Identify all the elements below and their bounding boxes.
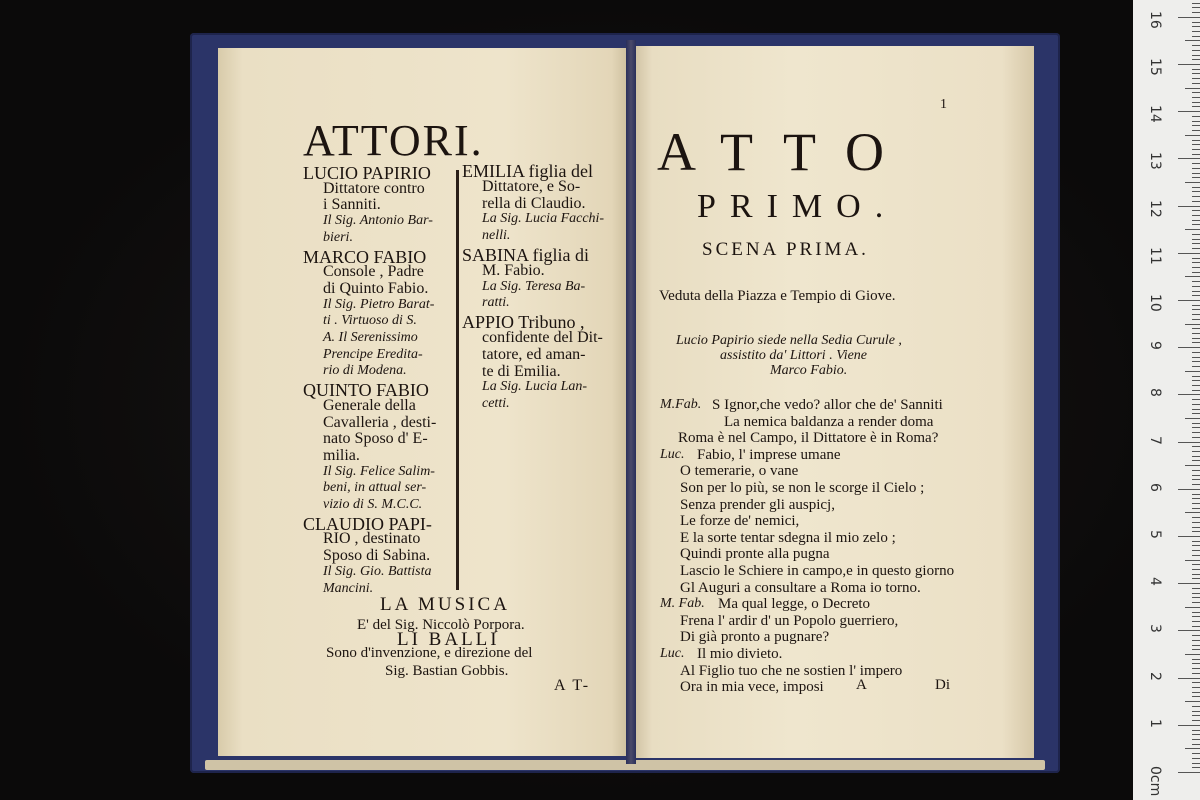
ruler-tick bbox=[1192, 342, 1200, 343]
dialogue-line: Di già pronto a pugnare? bbox=[680, 629, 830, 646]
dialogue-line: Son per lo più, se non le scorge il Cielo ; bbox=[680, 480, 925, 496]
ruler-tick bbox=[1192, 7, 1200, 8]
balli-text-2: Sig. Bastian Gobbis. bbox=[385, 663, 509, 679]
dialogue-line: Frena l' ardir d' un Popolo guerriero, bbox=[680, 612, 899, 629]
cast-line: Generale della bbox=[323, 396, 416, 414]
ruler-tick bbox=[1192, 706, 1200, 707]
ruler-tick bbox=[1192, 446, 1200, 447]
speaker-label: M. Fab. bbox=[660, 596, 705, 612]
dialogue-line: Lascio le Schiere in campo,e in questo giorno bbox=[680, 563, 955, 579]
ruler-number: 12 bbox=[1147, 199, 1163, 218]
cast-line: rio di Modena. bbox=[323, 363, 407, 379]
dialogue-line: Senza prender gli auspicj, bbox=[680, 496, 835, 513]
dialogue-line: O temerarie, o vane bbox=[680, 463, 799, 480]
ruler-tick bbox=[1192, 239, 1200, 240]
ruler-tick bbox=[1185, 701, 1200, 702]
ruler-tick bbox=[1192, 248, 1200, 249]
ruler-tick bbox=[1192, 409, 1200, 410]
ruler-tick bbox=[1178, 300, 1200, 301]
stage-direction-1: Lucio Papirio siede nella Sedia Curule , bbox=[676, 333, 902, 348]
cast-line: La Sig. Lucia Lan- bbox=[482, 379, 588, 395]
ruler-tick bbox=[1192, 687, 1200, 688]
ruler-tick bbox=[1192, 763, 1200, 764]
ruler-tick bbox=[1192, 479, 1200, 480]
ruler-tick bbox=[1185, 607, 1200, 608]
ruler-tick bbox=[1192, 767, 1200, 768]
speaker-label: Luc. bbox=[660, 446, 685, 462]
cast-line: RIO , destinato bbox=[323, 530, 421, 548]
cast-line: nato Sposo d' E- bbox=[323, 430, 428, 448]
cast-line: QUINTO FABIO bbox=[303, 380, 429, 401]
cast-line: La Sig. Teresa Ba- bbox=[482, 278, 586, 294]
ruler-tick bbox=[1192, 640, 1200, 641]
ruler-tick bbox=[1192, 140, 1200, 141]
ruler-number: 4 bbox=[1147, 577, 1163, 587]
ruler-tick bbox=[1192, 484, 1200, 485]
ruler-tick bbox=[1192, 215, 1200, 216]
ruler-tick bbox=[1192, 663, 1200, 664]
ruler-tick bbox=[1192, 295, 1200, 296]
ruler-tick bbox=[1192, 149, 1200, 150]
ruler-tick bbox=[1192, 163, 1200, 164]
ruler-tick bbox=[1192, 22, 1200, 23]
column-divider bbox=[456, 170, 459, 590]
ruler-tick bbox=[1192, 333, 1200, 334]
ruler-tick bbox=[1185, 560, 1200, 561]
ruler-tick bbox=[1178, 678, 1200, 679]
ruler-tick bbox=[1185, 182, 1200, 183]
ruler-tick bbox=[1192, 715, 1200, 716]
cast-line: confidente del Dit- bbox=[482, 329, 603, 346]
ruler-tick bbox=[1192, 498, 1200, 499]
balli-heading: LI BALLI bbox=[397, 629, 500, 650]
ruler-tick bbox=[1185, 748, 1200, 749]
musica-text: E' del Sig. Niccolò Porpora. bbox=[357, 617, 525, 633]
ruler-tick bbox=[1192, 130, 1200, 131]
ruler-tick bbox=[1178, 253, 1200, 254]
cast-line: Dittatore contro bbox=[323, 179, 425, 197]
cast-line: Sposo di Sabina. bbox=[323, 547, 431, 565]
ruler-tick bbox=[1192, 385, 1200, 386]
ruler-tick bbox=[1192, 730, 1200, 731]
ruler-tick bbox=[1178, 111, 1200, 112]
ruler-tick bbox=[1192, 621, 1200, 622]
ruler-tick bbox=[1178, 394, 1200, 395]
ruler-tick bbox=[1192, 720, 1200, 721]
cast-line: milia. bbox=[323, 446, 360, 464]
stage-direction-2: assistito da' Littori . Viene bbox=[720, 348, 868, 363]
ruler-tick bbox=[1192, 432, 1200, 433]
ruler-tick bbox=[1192, 73, 1200, 74]
musica-heading: LA MUSICA bbox=[380, 594, 510, 615]
ruler-tick bbox=[1178, 347, 1200, 348]
cast-line: Il Sig. Antonio Bar- bbox=[323, 213, 433, 229]
ruler-tick bbox=[1185, 371, 1200, 372]
ruler-number: 5 bbox=[1147, 530, 1163, 539]
ruler-tick bbox=[1185, 512, 1200, 513]
ruler-number: 10 bbox=[1147, 294, 1163, 312]
cast-line: Cavalleria , desti- bbox=[323, 413, 437, 431]
cast-line: APPIO Tribuno , bbox=[462, 312, 585, 333]
right-catchword: Di bbox=[935, 677, 950, 693]
ruler-number: 8 bbox=[1147, 388, 1163, 398]
page-edges bbox=[205, 760, 1045, 770]
ruler-tick bbox=[1192, 12, 1200, 13]
ruler-tick bbox=[1192, 626, 1200, 627]
ruler-tick bbox=[1192, 319, 1200, 320]
ruler-tick bbox=[1192, 668, 1200, 669]
ruler-tick bbox=[1192, 314, 1200, 315]
ruler-tick bbox=[1192, 569, 1200, 570]
ruler-tick bbox=[1192, 258, 1200, 259]
ruler-tick bbox=[1185, 229, 1200, 230]
dialogue-line: Roma è nel Campo, il Dittatore è in Roma? bbox=[678, 430, 939, 447]
ruler-tick bbox=[1192, 550, 1200, 551]
dialogue-line: Quindi pronte alla pugna bbox=[680, 546, 830, 563]
ruler-tick bbox=[1192, 564, 1200, 565]
dialogue-line: Al Figlio tuo che ne sostien l' impero bbox=[680, 662, 903, 679]
ruler-tick bbox=[1192, 602, 1200, 603]
cast-line: Il Sig. Gio. Battista bbox=[323, 563, 432, 579]
cast-line: te di Emilia. bbox=[482, 362, 561, 380]
ruler-tick bbox=[1192, 286, 1200, 287]
ruler-tick bbox=[1192, 649, 1200, 650]
dialogue-line: Il mio divieto. bbox=[697, 646, 783, 662]
ruler-tick bbox=[1192, 187, 1200, 188]
left-catchword: A T- bbox=[554, 677, 591, 694]
ruler-tick bbox=[1192, 173, 1200, 174]
ruler-number: 13 bbox=[1147, 152, 1163, 171]
ruler-tick bbox=[1178, 583, 1200, 584]
ruler-tick bbox=[1192, 758, 1200, 759]
ruler-tick bbox=[1192, 616, 1200, 617]
ruler-tick bbox=[1192, 83, 1200, 84]
ruler-tick bbox=[1192, 744, 1200, 745]
cast-line: EMILIA figlia del bbox=[462, 161, 593, 181]
ruler-tick bbox=[1192, 541, 1200, 542]
cast-line: beni, in attual ser- bbox=[323, 480, 427, 496]
ruler-tick bbox=[1192, 413, 1200, 414]
ruler-tick bbox=[1192, 59, 1200, 60]
ruler-tick bbox=[1192, 168, 1200, 169]
ruler-tick bbox=[1192, 191, 1200, 192]
ruler-tick bbox=[1178, 17, 1200, 18]
ruler-tick bbox=[1192, 267, 1200, 268]
ruler-tick bbox=[1192, 734, 1200, 735]
ruler-tick bbox=[1192, 423, 1200, 424]
ruler-tick bbox=[1192, 201, 1200, 202]
scene-setting: Veduta della Piazza e Tempio di Giove. bbox=[659, 288, 896, 304]
cast-line: MARCO FABIO bbox=[303, 246, 427, 267]
cast-line: vizio di S. M.C.C. bbox=[323, 497, 423, 512]
ruler-tick bbox=[1178, 64, 1200, 65]
ruler-tick bbox=[1192, 234, 1200, 235]
ruler-tick bbox=[1192, 508, 1200, 509]
ruler-tick bbox=[1192, 69, 1200, 70]
ruler-tick bbox=[1192, 243, 1200, 244]
cast-line: M. Fabio. bbox=[482, 261, 545, 279]
ruler-tick bbox=[1178, 630, 1200, 631]
page-number: 1 bbox=[940, 97, 947, 112]
ruler-tick bbox=[1192, 673, 1200, 674]
cast-line: La Sig. Lucia Facchi- bbox=[482, 211, 605, 227]
ruler-tick bbox=[1192, 352, 1200, 353]
ruler-tick bbox=[1192, 272, 1200, 273]
ruler-tick bbox=[1192, 328, 1200, 329]
ruler-tick bbox=[1192, 97, 1200, 98]
ruler-tick bbox=[1192, 645, 1200, 646]
ruler-tick bbox=[1192, 659, 1200, 660]
ruler-tick bbox=[1192, 451, 1200, 452]
ruler-tick bbox=[1192, 31, 1200, 32]
ruler-number: 2 bbox=[1147, 671, 1163, 681]
cast-line: cetti. bbox=[482, 396, 510, 412]
ruler-tick bbox=[1192, 281, 1200, 282]
ruler-tick bbox=[1178, 725, 1200, 726]
dialogue-line: Ora in mia vece, imposi bbox=[680, 679, 824, 696]
measuring-ruler bbox=[1133, 0, 1200, 800]
ruler-tick bbox=[1192, 460, 1200, 461]
ruler-tick bbox=[1192, 545, 1200, 546]
ruler-tick bbox=[1192, 522, 1200, 523]
cast-line: Il Sig. Pietro Barat- bbox=[323, 296, 435, 312]
ruler-tick bbox=[1192, 224, 1200, 225]
ruler-tick bbox=[1192, 121, 1200, 122]
cast-line: ti . Virtuoso di S. bbox=[323, 313, 417, 329]
cast-line: Console , Padre bbox=[323, 263, 424, 281]
ruler-tick bbox=[1192, 612, 1200, 613]
ruler-tick bbox=[1185, 465, 1200, 466]
ruler-tick bbox=[1192, 753, 1200, 754]
dialogue-line: Gl Auguri a consultare a Roma io torno. bbox=[680, 579, 921, 596]
ruler-tick bbox=[1192, 376, 1200, 377]
ruler-tick bbox=[1178, 206, 1200, 207]
ruler-tick bbox=[1185, 135, 1200, 136]
ruler-tick bbox=[1192, 404, 1200, 405]
speaker-label: Luc. bbox=[660, 646, 685, 661]
primo-subtitle: PRIMO. bbox=[697, 188, 898, 225]
ruler-number: 1 bbox=[1147, 718, 1163, 728]
ruler-tick bbox=[1192, 593, 1200, 594]
ruler-tick bbox=[1192, 50, 1200, 51]
ruler-number: 15 bbox=[1147, 58, 1163, 76]
cast-line: Mancini. bbox=[323, 580, 374, 596]
ruler-tick bbox=[1192, 692, 1200, 693]
cast-line: LUCIO PAPIRIO bbox=[303, 163, 431, 183]
scene-heading: SCENA PRIMA. bbox=[702, 239, 869, 260]
cast-line: i Sanniti. bbox=[323, 196, 381, 214]
ruler-tick bbox=[1192, 531, 1200, 532]
ruler-tick bbox=[1192, 470, 1200, 471]
ruler-tick bbox=[1192, 78, 1200, 79]
ruler-tick bbox=[1178, 158, 1200, 159]
ruler-tick bbox=[1185, 654, 1200, 655]
ruler-tick bbox=[1192, 682, 1200, 683]
cast-line: A. Il Serenissimo bbox=[323, 330, 418, 345]
ruler-tick bbox=[1192, 475, 1200, 476]
ruler-tick bbox=[1192, 102, 1200, 103]
cast-line: Dittatore, e So- bbox=[482, 177, 581, 195]
ruler-tick bbox=[1192, 338, 1200, 339]
ruler-tick bbox=[1192, 517, 1200, 518]
ruler-tick bbox=[1192, 305, 1200, 306]
dialogue-line: E la sorte tentar sdegna il mio zelo ; bbox=[680, 529, 896, 546]
ruler-tick bbox=[1192, 399, 1200, 400]
signature-mark: A bbox=[856, 677, 867, 693]
ruler-tick bbox=[1192, 210, 1200, 211]
ruler-tick bbox=[1192, 588, 1200, 589]
cast-line: di Quinto Fabio. bbox=[323, 279, 429, 297]
ruler-tick bbox=[1192, 380, 1200, 381]
ruler-tick bbox=[1192, 45, 1200, 46]
cast-line: Prencipe Eredita- bbox=[323, 346, 423, 362]
ruler-tick bbox=[1192, 494, 1200, 495]
ruler-tick bbox=[1192, 366, 1200, 367]
ruler-tick bbox=[1192, 456, 1200, 457]
ruler-number: 14 bbox=[1147, 105, 1163, 124]
ruler-tick bbox=[1178, 489, 1200, 490]
ruler-tick bbox=[1192, 555, 1200, 556]
ruler-tick bbox=[1192, 144, 1200, 145]
ruler-tick bbox=[1192, 220, 1200, 221]
ruler-number: 6 bbox=[1147, 482, 1163, 492]
ruler-tick bbox=[1185, 276, 1200, 277]
ruler-number: 11 bbox=[1147, 246, 1163, 265]
cast-line: Il Sig. Felice Salim- bbox=[323, 463, 435, 479]
ruler-tick bbox=[1192, 527, 1200, 528]
ruler-tick bbox=[1192, 696, 1200, 697]
ruler-number: 0cm bbox=[1147, 766, 1163, 797]
atto-title: ATTO bbox=[657, 122, 915, 182]
cast-line: SABINA figlia di bbox=[462, 245, 590, 265]
ruler-tick bbox=[1192, 154, 1200, 155]
ruler-tick bbox=[1192, 357, 1200, 358]
ruler-tick bbox=[1192, 106, 1200, 107]
cast-line: nelli. bbox=[482, 228, 511, 244]
ruler-tick bbox=[1178, 772, 1200, 773]
ruler-tick bbox=[1192, 55, 1200, 56]
ruler-tick bbox=[1185, 418, 1200, 419]
dialogue-line: S Ignor,che vedo? allor che de' Sanniti bbox=[712, 397, 943, 413]
cast-line: bieri. bbox=[323, 229, 353, 245]
ruler-tick bbox=[1185, 88, 1200, 89]
attori-title: ATTORI. bbox=[303, 116, 484, 165]
ruler-tick bbox=[1192, 177, 1200, 178]
ruler-tick bbox=[1178, 536, 1200, 537]
dialogue-line: Le forze de' nemici, bbox=[680, 513, 800, 530]
ruler-tick bbox=[1192, 578, 1200, 579]
ruler-tick bbox=[1192, 196, 1200, 197]
ruler-tick bbox=[1185, 324, 1200, 325]
dialogue-line: La nemica baldanza a render doma bbox=[724, 413, 934, 430]
ruler-number: 16 bbox=[1147, 10, 1163, 29]
cast-line: ratti. bbox=[482, 295, 510, 311]
ruler-tick bbox=[1192, 36, 1200, 37]
ruler-tick bbox=[1192, 309, 1200, 310]
dialogue-line: Fabio, l' imprese umane bbox=[697, 446, 841, 463]
ruler-tick bbox=[1192, 437, 1200, 438]
ruler-tick bbox=[1192, 361, 1200, 362]
ruler-number: 3 bbox=[1147, 624, 1163, 634]
ruler-tick bbox=[1192, 291, 1200, 292]
ruler-tick bbox=[1192, 597, 1200, 598]
stage-direction-3: Marco Fabio. bbox=[770, 363, 848, 378]
ruler-tick bbox=[1192, 3, 1200, 4]
ruler-tick bbox=[1192, 739, 1200, 740]
cast-line: CLAUDIO PAPI- bbox=[303, 513, 432, 534]
book-spine bbox=[626, 40, 636, 764]
ruler-tick bbox=[1192, 125, 1200, 126]
ruler-tick bbox=[1192, 92, 1200, 93]
dialogue-line: Ma qual legge, o Decreto bbox=[718, 596, 871, 613]
ruler-tick bbox=[1192, 574, 1200, 575]
ruler-tick bbox=[1192, 503, 1200, 504]
balli-text-1: Sono d'invenzione, e direzione del bbox=[326, 645, 533, 661]
ruler-number: 7 bbox=[1147, 435, 1163, 445]
cast-line: rella di Claudio. bbox=[482, 194, 586, 212]
ruler-tick bbox=[1185, 40, 1200, 41]
ruler-tick bbox=[1192, 427, 1200, 428]
ruler-tick bbox=[1192, 262, 1200, 263]
ruler-number: 9 bbox=[1147, 341, 1163, 351]
cast-line: tatore, ed aman- bbox=[482, 345, 586, 363]
ruler-tick bbox=[1192, 635, 1200, 636]
ruler-tick bbox=[1178, 442, 1200, 443]
speaker-label: M.Fab. bbox=[660, 397, 702, 412]
ruler-tick bbox=[1192, 116, 1200, 117]
ruler-tick bbox=[1192, 711, 1200, 712]
ruler-tick bbox=[1192, 390, 1200, 391]
ruler-tick bbox=[1192, 26, 1200, 27]
